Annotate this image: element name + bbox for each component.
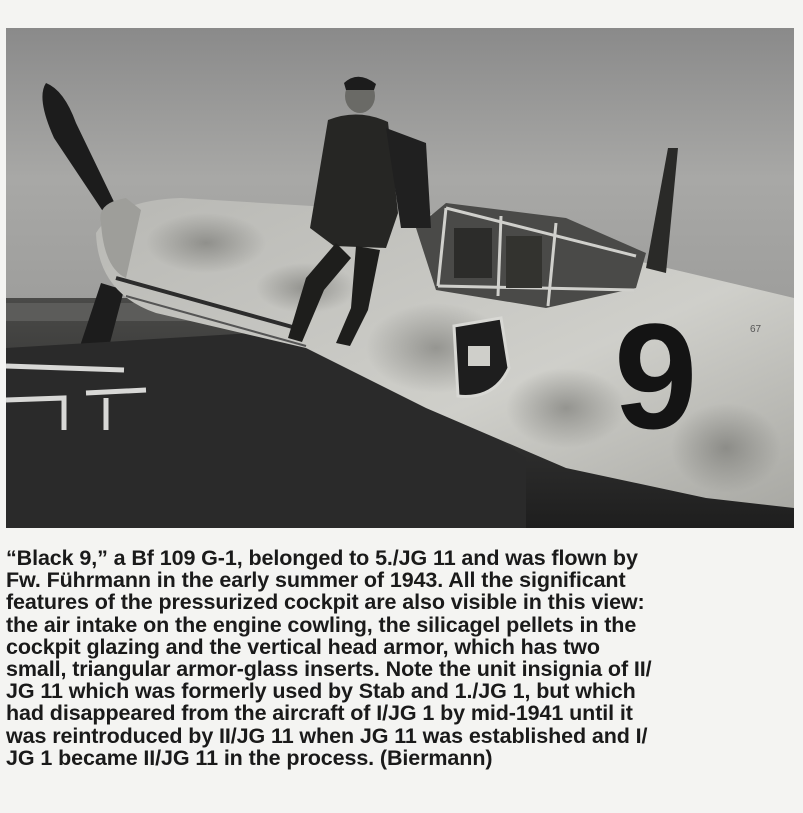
- caption-line: JG 11 which was formerly used by Stab and 1./JG 1, but which: [6, 679, 636, 704]
- caption-line: was reintroduced by II/JG 11 when JG 11 was established and I/: [6, 723, 648, 748]
- canopy-glass-panel: [506, 236, 542, 288]
- fuselage-number: 9: [614, 292, 698, 460]
- caption-line: JG 1 became II/JG 11 in the process. (Biermann): [6, 745, 493, 770]
- caption-line: “Black 9,” a Bf 109 G-1, belonged to 5./JG 11 and was flown by: [6, 546, 638, 570]
- caption-line: cockpit glazing and the vertical head armor, which has two: [6, 634, 600, 659]
- photo-illustration: [6, 28, 794, 528]
- photo-caption: [6, 547, 796, 769]
- caption-line: Fw. Führmann in the early summer of 1943. All the significant: [6, 568, 626, 593]
- tail-small-marking: 67: [750, 324, 762, 335]
- caption-line: features of the pressurized cockpit are also visible in this view:: [6, 590, 645, 615]
- caption-line: the air intake on the engine cowling, the silicagel pellets in the: [6, 612, 637, 637]
- camouflage-mottle: [506, 368, 626, 448]
- caption-line: had disappeared from the aircraft of I/JG 1 by mid-1941 until it: [6, 701, 633, 726]
- caption-line: small, triangular armor-glass inserts. Note the unit insignia of II/: [6, 657, 652, 682]
- aircraft-photograph: [6, 28, 794, 528]
- insignia-detail: [468, 346, 490, 366]
- camouflage-mottle: [146, 213, 266, 273]
- canopy-glass-panel: [454, 228, 492, 278]
